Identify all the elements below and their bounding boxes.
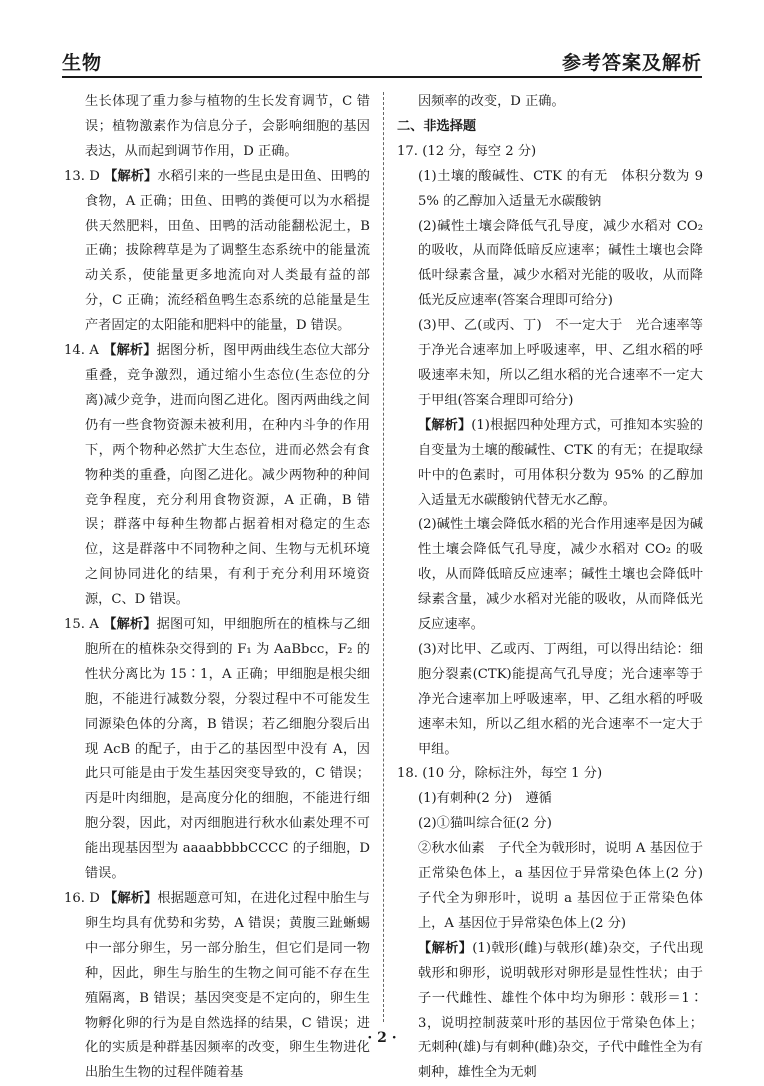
question-number: 15. A [64, 617, 99, 633]
answer-paragraph [397, 314, 703, 414]
question-number: 16. D [64, 891, 100, 906]
answer-paragraph [397, 140, 703, 165]
paragraph-text: (3)甲、乙(或丙、丁) 不一定大于 光合速率等于净光合速率加上呼吸速率，甲、乙组水稻的呼吸速率未知，所以乙组水稻的光合速率不一定大于甲组(答案合理即可给分) [418, 318, 703, 408]
paragraph-text: (12 分，每空 2 分) [422, 143, 537, 159]
answer-paragraph [397, 215, 703, 315]
answer-paragraph [397, 513, 703, 638]
analysis-tag: 【解析】 [418, 940, 473, 956]
paragraph-text: 据图分析，图甲两曲线生态位大部分重叠，竞争激烈，通过缩小生态位(生态位的分离)减少竞争，进而向图乙进化。图丙两曲线之间仍有一些食物资源未被利用，在种内斗争的作用下，两个物种必然扩大生态位，进而必然会有食物种类的重叠，向图乙进化。减少两物种的种间竞争程度，充分利用食物资源，A 正确，B 错误；群落中每种生物都占据着相对稳定的生态位，这是群落中不同物种之间、生物与无机环境之间协同进化的结果，有利于充分利用环境资源，C、D 错误。 [85, 343, 370, 608]
page-header [62, 42, 702, 78]
right-column [397, 90, 717, 1086]
question-number: 18. [397, 766, 418, 782]
paragraph-text: (1)土壤的酸碱性、CTK 的有无 体积分数为 95% 的乙醇加入适量无水碳酸钠 [418, 168, 703, 209]
answer-paragraph [397, 937, 703, 1086]
paragraph-text: 二、非选择题 [397, 118, 477, 134]
paragraph-text: (2)碱性土壤会降低气孔导度，减少水稻对 CO₂ 的吸收，从而降低暗反应速率；碱性土壤也会降低叶绿素含量，减少水稻对光能的吸收，从而降低光反应速率(答案合理即可给分) [418, 218, 703, 309]
answer-paragraph [397, 90, 703, 115]
column-divider [383, 92, 384, 1022]
paragraph-text: ②秋水仙素 子代全为戟形时，说明 A 基因位于正常染色体上，a 基因位于异常染色体上(2 分) 子代全为卵形叶，说明 a 基因位于正常染色体上，A 基因位于异常染色体上(2 分) [418, 841, 717, 931]
answer-paragraph [397, 837, 717, 937]
answer-paragraph [397, 414, 703, 514]
answer-paragraph [397, 762, 703, 787]
header-title: 参考答案及解析 [561, 52, 702, 74]
analysis-tag: 【解析】 [104, 168, 158, 184]
paragraph-text: 水稻引来的一些昆虫是田鱼、田鸭的食物，A 正确；田鱼、田鸭的粪便可以为水稻提供天然肥料，田鱼、田鸭的活动能翻松泥土，B 正确；拔除稗草是为了调整生态系统中的能量流动关系，使能量更多地流向对人类最有益的部分，C 正确；流经稻鱼鸭生态系统的总能量是生产者固定的太阳能和肥料中的能量，D 错误。 [85, 168, 370, 334]
answer-paragraph [64, 90, 370, 165]
question-number: 17. [397, 143, 418, 159]
answer-paragraph [64, 613, 370, 887]
page-number: · 2 · [367, 1030, 397, 1046]
analysis-tag: 【解析】 [418, 417, 472, 433]
paragraph-text: (3)对比甲、乙或丙、丁两组，可以得出结论：细胞分裂素(CTK)能提高气孔导度；光合速率等于净光合速率加上呼吸速率，甲、乙组水稻的呼吸速率未知，所以乙组水稻的光合速率不一定大于甲组。 [418, 641, 703, 757]
paragraph-text: (10 分，除标注外，每空 1 分) [422, 766, 603, 782]
answer-paragraph [64, 887, 370, 1086]
analysis-tag: 【解析】 [103, 617, 157, 633]
analysis-tag: 【解析】 [103, 343, 157, 359]
paragraph-text: 据图可知，甲细胞所在的植株与乙细胞所在的植株杂交得到的 F₁ 为 AaBbcc，F₂ 的性状分离比为 15∶1，A 正确；甲细胞是根尖细胞，不能进行减数分裂，分裂过程中不可能发生同源染色体的分离，B 错误；若乙细胞分裂后出现 AcB 的配子，由于乙的基因型中没有 A，因此只可能是由于发生基因突变导致的，C 错误；丙是叶肉细胞，是高度分化的细胞，不能进行细胞分裂，因此，对丙细胞进行秋水仙素处理不可能出现基因型为 aaaabbbbCCCC 的子细胞，D 错误。 [85, 617, 370, 882]
question-number: 14. A [64, 343, 99, 359]
question-number: 13. D [64, 168, 100, 184]
left-column [64, 90, 370, 1086]
paragraph-text: 生长体现了重力参与植物的生长发育调节，C 错误；植物激素作为信息分子，会影响细胞的基因表达，从而起到调节作用，D 正确。 [85, 94, 370, 159]
paragraph-text: 因频率的改变，D 正确。 [418, 94, 565, 109]
answer-paragraph [397, 165, 703, 215]
analysis-tag: 【解析】 [104, 891, 158, 906]
subject-label: 生物 [62, 52, 103, 74]
paragraph-text: (1)根据四种处理方式，可推知本实验的自变量为土壤的酸碱性、CTK 的有无；在提取绿叶中的色素时，可用体积分数为 95% 的乙醇加入适量无水碳酸钠代替无水乙醇。 [418, 417, 703, 508]
paragraph-text: (2)①猫叫综合征(2 分) [418, 816, 552, 832]
paragraph-text: (1)戟形(雌)与戟形(雄)杂交，子代出现戟形和卵形，说明戟形对卵形是显性性状；由于子一代雌性、雄性个体中均为卵形∶戟形＝1∶3，说明控制菠菜叶形的基因位于常染色体上；无刺种(雄)与有刺种(雌)杂交，子代中雌性全为有刺种，雄性全为无刺 [418, 940, 704, 1081]
answer-paragraph [64, 339, 370, 613]
answer-paragraph [64, 165, 370, 339]
paragraph-text: 根据题意可知，在进化过程中胎生与卵生均具有优势和劣势，A 错误；黄腹三趾蜥蜴中一部分卵生，另一部分胎生，但它们是同一物种，因此，卵生与胎生的生物之间可能不存在生殖隔离，B 错误；基因突变是不定向的，卵生生物孵化卵的行为是自然选择的结果，C 错误；进化的实质是种群基因频率的改变，卵生生物进化出胎生生物的过程伴随着基 [85, 891, 370, 1081]
section-heading [397, 115, 703, 140]
answer-paragraph [397, 812, 703, 837]
answer-paragraph [397, 638, 703, 763]
answer-paragraph [397, 787, 703, 812]
paragraph-text: (2)碱性土壤会降低水稻的光合作用速率是因为碱性土壤会降低气孔导度，减少水稻对 CO₂ 的吸收，从而降低暗反应速率；碱性土壤也会降低叶绿素含量，减少水稻对光能的吸收，从而降低光反应速率。 [418, 517, 703, 633]
paragraph-text: (1)有刺种(2 分) 遵循 [418, 791, 552, 807]
